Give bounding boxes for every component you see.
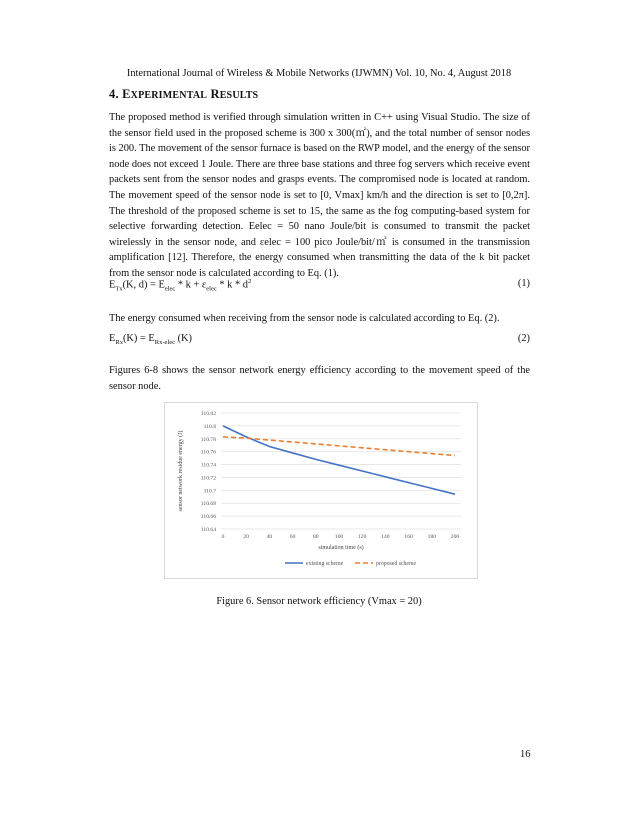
equation-2: $E_{Rx}(K) = E_{Rx-elec}$ (K) (2) (109, 333, 530, 347)
x-tick-label: 120 (358, 534, 367, 540)
y-tick-label: 110.7 (203, 488, 216, 495)
page-number: 16 (520, 749, 531, 760)
y-tick-label: 110.68 (200, 501, 216, 508)
x-tick-label: 140 (381, 534, 390, 540)
equation-1: $E_{Tx}(K$, $d) = E_{elec} * k + \varepsilon_{elec} * k * d^2$ (1) (109, 278, 530, 293)
line-chart-svg (165, 403, 477, 578)
x-tick-label: 20 (243, 534, 249, 540)
x-tick-label: 200 (450, 534, 460, 540)
x-tick-label: 0 (221, 534, 225, 540)
x-axis-label: simulation time (s) (318, 545, 364, 551)
figure-caption: Figure 6. Sensor network efficiency (Vmax = 20) (216, 596, 422, 607)
x-tick-label: 100 (334, 534, 344, 540)
journal-header: International Journal of Wireless & Mobile Networks (IJWMN) Vol. 10, No. 4, August 2018 (126, 68, 512, 79)
y-tick-label: 110.66 (200, 514, 216, 521)
y-tick-label: 110.72 (200, 475, 216, 482)
equation-2-number: (2) (517, 333, 530, 344)
paragraph-figures-intro: Figures 6-8 shows the sensor network energy efficiency according to the movement speed of the sensor node. (109, 365, 530, 392)
x-tick-label: 40 (266, 534, 273, 540)
x-tick-label: 180 (427, 534, 436, 540)
legend-label: existing scheme (306, 561, 344, 567)
y-axis-label: sensor network residue energy (J) (178, 430, 184, 512)
y-tick-label: 110.78 (200, 436, 216, 443)
y-tick-label: 110.8 (203, 423, 216, 430)
paragraph-receive-energy: The energy consumed when receiving from the sensor node is calculated according to Eq. (2). (109, 313, 500, 324)
x-tick-label: 60 (289, 534, 296, 540)
section-heading: 4. EXPERIMENTAL RESULTS (109, 87, 259, 101)
equation-1-number: (1) (517, 278, 530, 289)
legend-label: proposed scheme (376, 561, 417, 567)
y-tick-label: 110.76 (200, 449, 216, 456)
paragraph-simulation-setup: The proposed method is verified through simulation written in C++ using Visual Studio. The size of the sensor field used in the proposed scheme is 300 x 300(㎡), and the total number of sensor nodes is 200. The movement of the sensor furnace is based on the RWP model, and the energy of the sensor node does not exceed 1 Joule. There are three base stations and three fog servers which receive event packets sent from the sensor nodes and grasps events. The compromised node is located at random. The movement speed of the sensor node is set to [0, Vmax] km/h and the direction is set to [0,2π]. The threshold of the proposed scheme is set to 15, the same as the fog computing-based system for selective forwarding detection. Eelec = 50 nano Joule/bit is consumed to transmit the packet wirelessly in the sensor node, and εelec = 100 pico Joule/bit/㎡ is consumed in the transmission amplification [12]. Therefore, the energy consumed when transmitting the data of the k bit packet from the sensor node is calculated according to Eq. (1). (109, 112, 530, 279)
series-line-existing-scheme (223, 426, 455, 494)
x-tick-label: 160 (404, 534, 413, 540)
y-tick-label: 110.82 (200, 411, 216, 417)
figure-6-chart (164, 402, 478, 579)
y-tick-label: 110.64 (200, 527, 216, 533)
y-tick-label: 110.74 (200, 462, 216, 469)
x-tick-label: 80 (313, 534, 319, 540)
